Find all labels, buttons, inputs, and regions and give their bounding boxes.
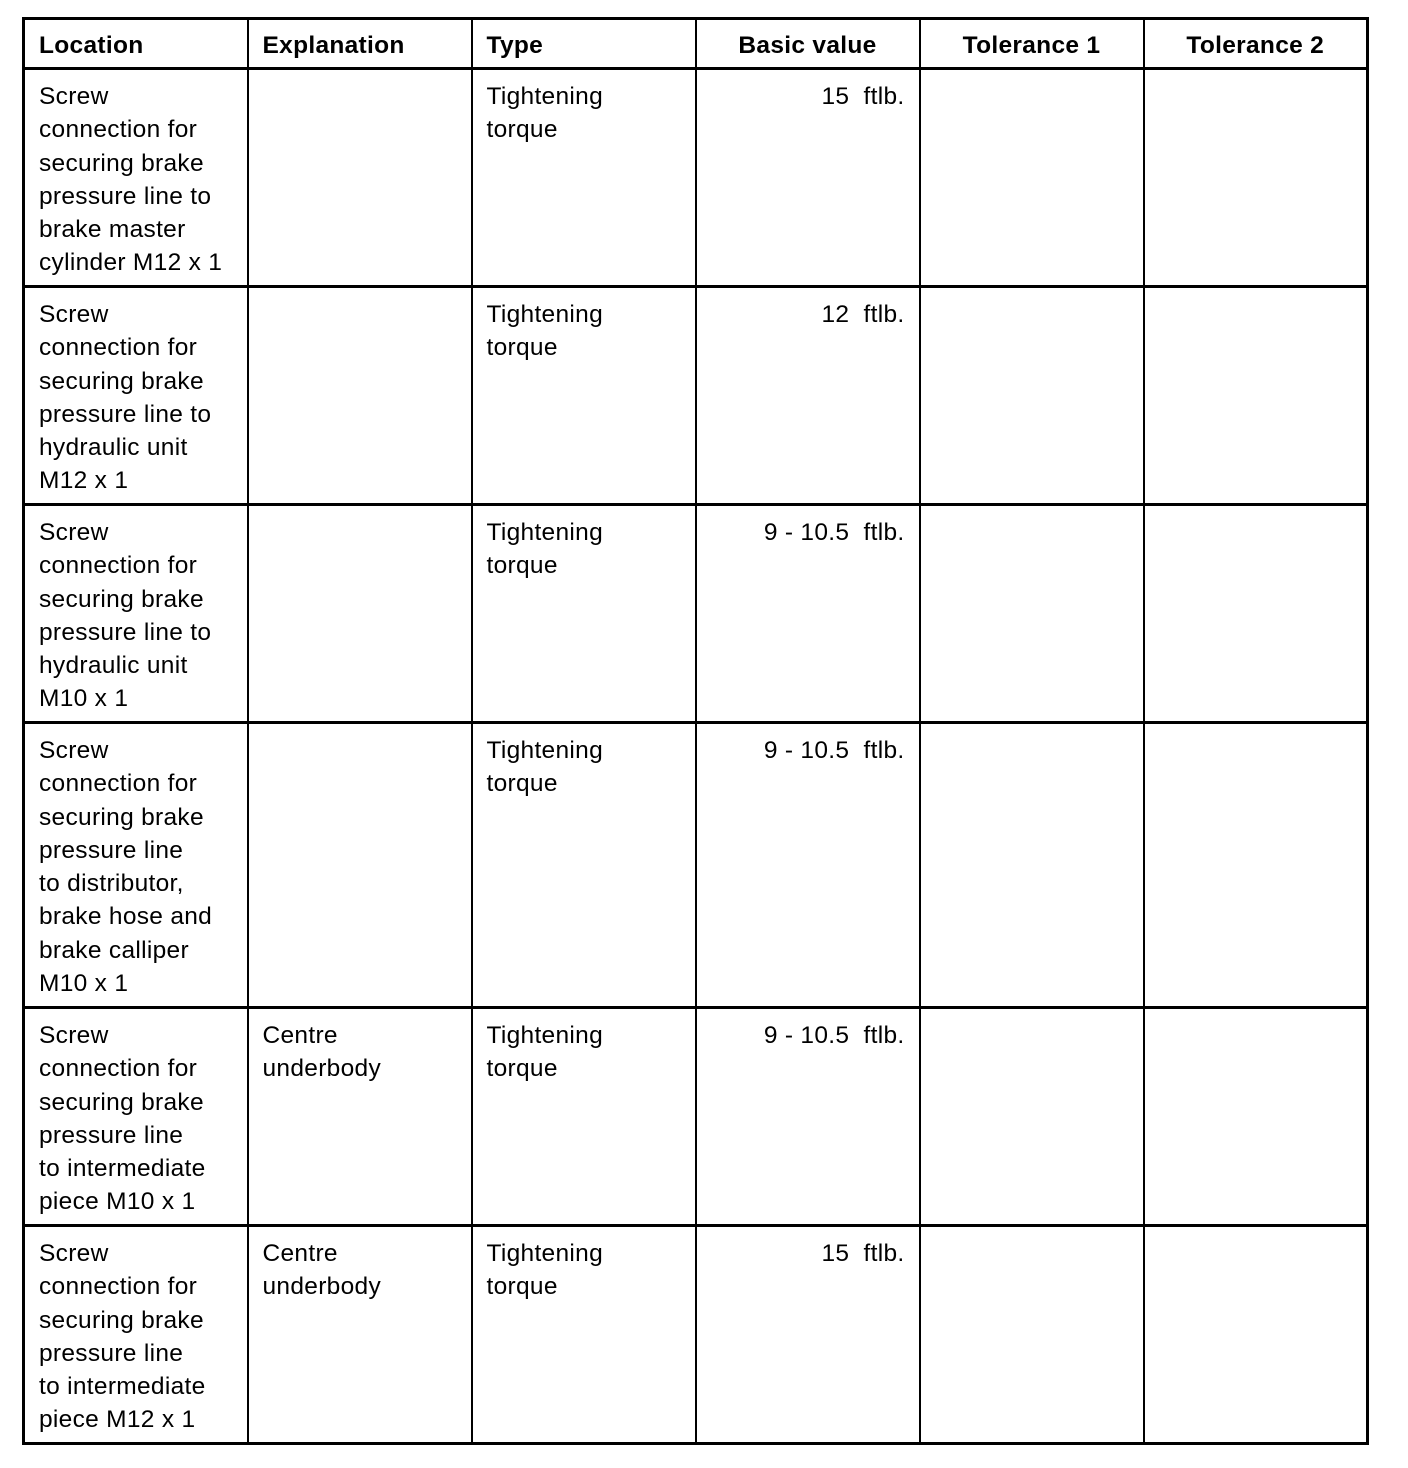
cell-basic-value: 15 ftlb.: [696, 69, 920, 287]
cell-tolerance-1: [920, 1008, 1144, 1226]
cell-type: Tightening torque: [472, 69, 696, 287]
cell-location: Screw connection for securing brake pressure line to distributor, brake hose and brake calliper M10 x 1: [24, 723, 248, 1008]
cell-type: Tightening torque: [472, 1008, 696, 1226]
cell-basic-value: 12 ftlb.: [696, 287, 920, 505]
cell-tolerance-2: [1144, 723, 1368, 1008]
cell-tolerance-1: [920, 287, 1144, 505]
cell-type: Tightening torque: [472, 287, 696, 505]
cell-location: Screw connection for securing brake pressure line to hydraulic unit M12 x 1: [24, 287, 248, 505]
cell-tolerance-2: [1144, 287, 1368, 505]
header-type: Type: [472, 19, 696, 69]
cell-basic-value: 9 - 10.5 ftlb.: [696, 723, 920, 1008]
header-tolerance-1: Tolerance 1: [920, 19, 1144, 69]
cell-tolerance-2: [1144, 1008, 1368, 1226]
table-row: [24, 1226, 1368, 1444]
cell-explanation: [248, 723, 472, 1008]
cell-tolerance-1: [920, 723, 1144, 1008]
cell-explanation: [248, 505, 472, 723]
cell-type: Tightening torque: [472, 723, 696, 1008]
cell-tolerance-2: [1144, 505, 1368, 723]
cell-location: Screw connection for securing brake pressure line to hydraulic unit M10 x 1: [24, 505, 248, 723]
table-row: [24, 723, 1368, 1008]
header-basic-value: Basic value: [696, 19, 920, 69]
cell-location: Screw connection for securing brake pressure line to intermediate piece M12 x 1: [24, 1226, 248, 1444]
cell-explanation: [248, 287, 472, 505]
table-row: [24, 1008, 1368, 1226]
header-explanation: Explanation: [248, 19, 472, 69]
cell-basic-value: 15 ftlb.: [696, 1226, 920, 1444]
cell-explanation: Centre underbody: [248, 1226, 472, 1444]
cell-type: Tightening torque: [472, 1226, 696, 1444]
cell-explanation: Centre underbody: [248, 1008, 472, 1226]
header-tolerance-2: Tolerance 2: [1144, 19, 1368, 69]
cell-explanation: [248, 69, 472, 287]
header-row: [24, 19, 1368, 69]
table-row: [24, 69, 1368, 287]
cell-tolerance-2: [1144, 1226, 1368, 1444]
torque-spec-table: [22, 17, 1369, 1445]
cell-location: Screw connection for securing brake pressure line to brake master cylinder M12 x 1: [24, 69, 248, 287]
cell-tolerance-1: [920, 1226, 1144, 1444]
cell-type: Tightening torque: [472, 505, 696, 723]
header-location: Location: [24, 19, 248, 69]
table-row: [24, 287, 1368, 505]
cell-basic-value: 9 - 10.5 ftlb.: [696, 505, 920, 723]
cell-basic-value: 9 - 10.5 ftlb.: [696, 1008, 920, 1226]
cell-tolerance-1: [920, 505, 1144, 723]
cell-location: Screw connection for securing brake pressure line to intermediate piece M10 x 1: [24, 1008, 248, 1226]
table-row: [24, 505, 1368, 723]
cell-tolerance-1: [920, 69, 1144, 287]
cell-tolerance-2: [1144, 69, 1368, 287]
